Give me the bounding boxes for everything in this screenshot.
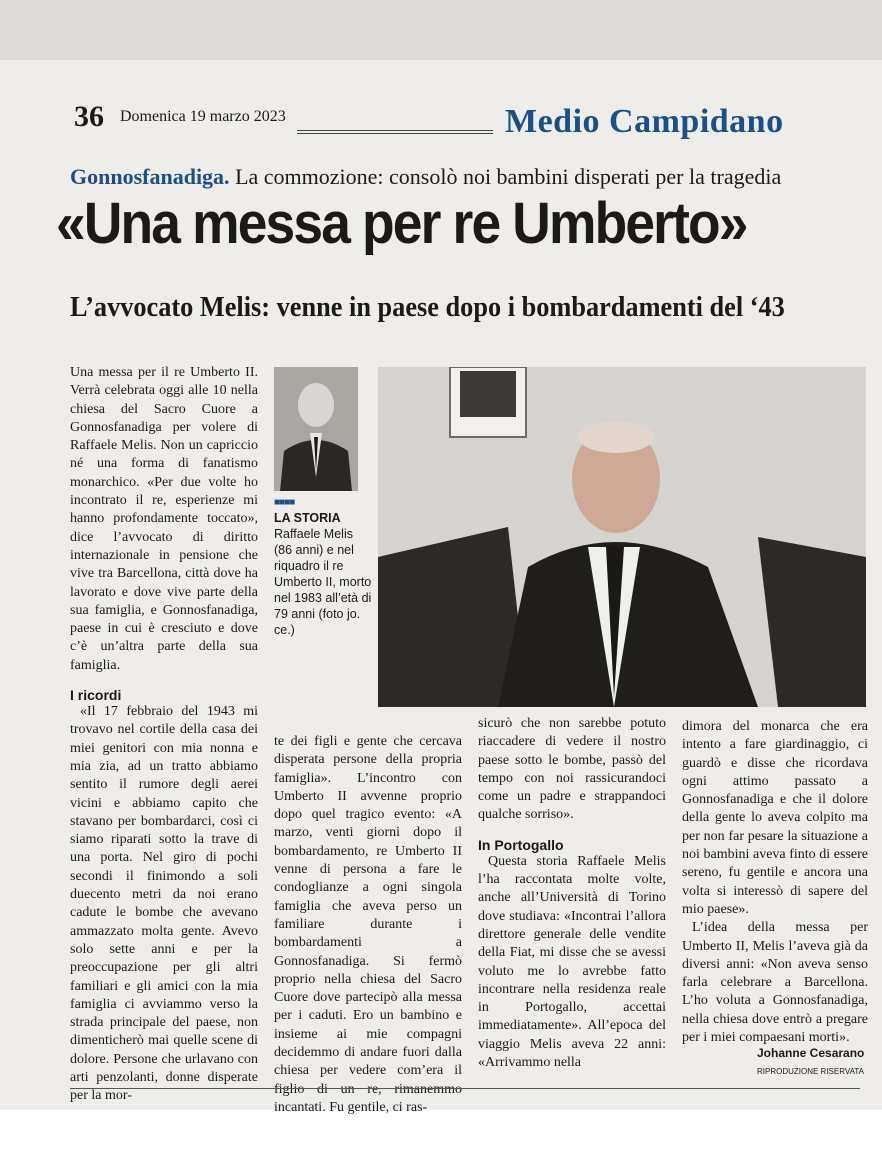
subheadline: L’avvocato Melis: venne in paese dopo i bombardamenti del ‘43 — [70, 292, 785, 323]
paragraph-col2: te dei figli e gente che cercava disperata persone della propria famiglia». L’incontro con Umberto II avvenne proprio dopo quel tragico evento: «A marzo, venti giorni dopo il bombardamento, re Umberto II venne di persona a fare le condoglianze a ogni singola famiglia che aveva perso un familiare durante i bombardamenti a Gonnosfanadiga. Si fermò proprio nella chiesa del Sacro Cuore dove partecipò alla messa per i caduti. Ero un bambino e insieme ai mie compagni decidemmo di andare fuori dalla chiesa per vedere com’era il figlio di un re, rimanemmo incantati. Fu gentile, ci ras- — [274, 734, 462, 1115]
column-2 — [274, 733, 462, 1117]
caption-marker-icon: ■■■■ — [274, 497, 295, 508]
paragraph-portogallo: Questa storia Raffaele Melis l’ha raccontata molte volte, anche all’Università di Torino dove studiava: «Incontrai l’allora direttore generale delle vendite della Fiat, mi disse che se avessi voluto me lo avrebbe fatto incontrare nella residenza reale in Portogallo, accettai immediatamente». All’epoca del viaggio Melis aveva 22 anni: «Arrivammo nella — [478, 853, 666, 1071]
kicker-place: Gonnosfanadiga. — [70, 164, 230, 189]
bleed-through-area — [0, 0, 882, 60]
king-portrait-photo — [274, 367, 358, 491]
main-photo — [378, 367, 866, 707]
paragraph-col4: dimora del monarca che era intento a fare giardinaggio, ci guardò e disse che ricordava ogni attimo passato a Gonnosfanadiga e che il dolore della gente lo aveva colpito ma per non far pesare la situazione a noi bambini aveva finto di essere sereno, fu gentile e ancora una volta si interessò di sapere del mio paese». — [682, 719, 868, 917]
caption-text: Raffaele Melis (86 anni) e nel riquadro il re Umberto II, morto nel 1983 all’età di 79 anni (foto jo. ce.) — [274, 527, 372, 637]
column-3 — [478, 715, 666, 1072]
rights-notice: RIPRODUZIONE RISERVATA — [757, 1067, 864, 1076]
column-4 — [682, 718, 868, 1047]
section-title: Medio Campidano — [505, 103, 784, 140]
subhead-ricordi: I ricordi — [70, 687, 122, 704]
bottom-rule — [70, 1088, 860, 1089]
headline: «Una messa per re Umberto» — [56, 191, 747, 256]
paragraph-ricordi: «Il 17 febbraio del 1943 mi trovavo nel cortile della casa dei miei genitori con mia nonna e mia zia, ad un tratto abbiamo sentito il rumore degli aerei vicini e abbiamo capito che stavano per bombardarci, così ci siamo riparati sotto la trave di una porta. Nel giro di pochi secondi il finimondo a soli duecento metri da noi erano cadute le bombe che avevano ammazzato molta gente. Avevo solo sette anni e per la preoccupazione per gli altri familiari e gli amici con la mia famiglia ci avviammo verso la strada principale del paese, non dimenticherò mai quelle scene di dolore. Persone che urlavano con arti penzolanti, donne disperate per la mor- — [70, 704, 258, 1104]
paragraph-col3: sicurò che non sarebbe potuto riaccadere di vedere il nostro paese sotto le bombe, passò del tempo con noi rassicurandoci come un padre e strappandoci qualche sorriso». — [478, 716, 666, 823]
page-number: 36 — [74, 100, 104, 133]
kicker — [70, 164, 781, 190]
subhead-portogallo: In Portogallo — [478, 836, 564, 853]
photo-caption — [274, 510, 372, 638]
intro-paragraph: Una messa per il re Umberto II. Verrà celebrata oggi alle 10 nella chiesa del Sacro Cuore a Gonnosfanadiga per volere di Raffaele Melis. Non un capriccio né una forma di fanatismo monarchico. «Per due volte ho incontrato il re, esperienze mi hanno profondamente toccato», dice l’avvocato di diritto internazionale in pensione che vive tra Barcellona, città dove ha lavorato e dove vive parte della sua famiglia, e Gonnosfanadiga, paese in cui è cresciuto e dove c’è un’altra parte della sua famiglia. — [70, 365, 258, 673]
issue-date: Domenica 19 marzo 2023 — [120, 108, 286, 125]
author-signature: Johanne Cesarano — [757, 1046, 865, 1060]
kicker-text: La commozione: consolò noi bambini disperati per la tragedia — [229, 164, 782, 189]
paragraph-col4-b: L’idea della messa per Umberto II, Melis l’aveva già da diversi anni: «Non aveva senso farla celebrare a Barcellona. L’ho voluta a Gonnosfanadiga, nella chiesa dove entrò a pregare per i miei compaesani morti». — [682, 920, 868, 1046]
caption-label: LA STORIA — [274, 511, 341, 525]
column-1 — [70, 364, 258, 1106]
header-rule — [297, 130, 493, 134]
